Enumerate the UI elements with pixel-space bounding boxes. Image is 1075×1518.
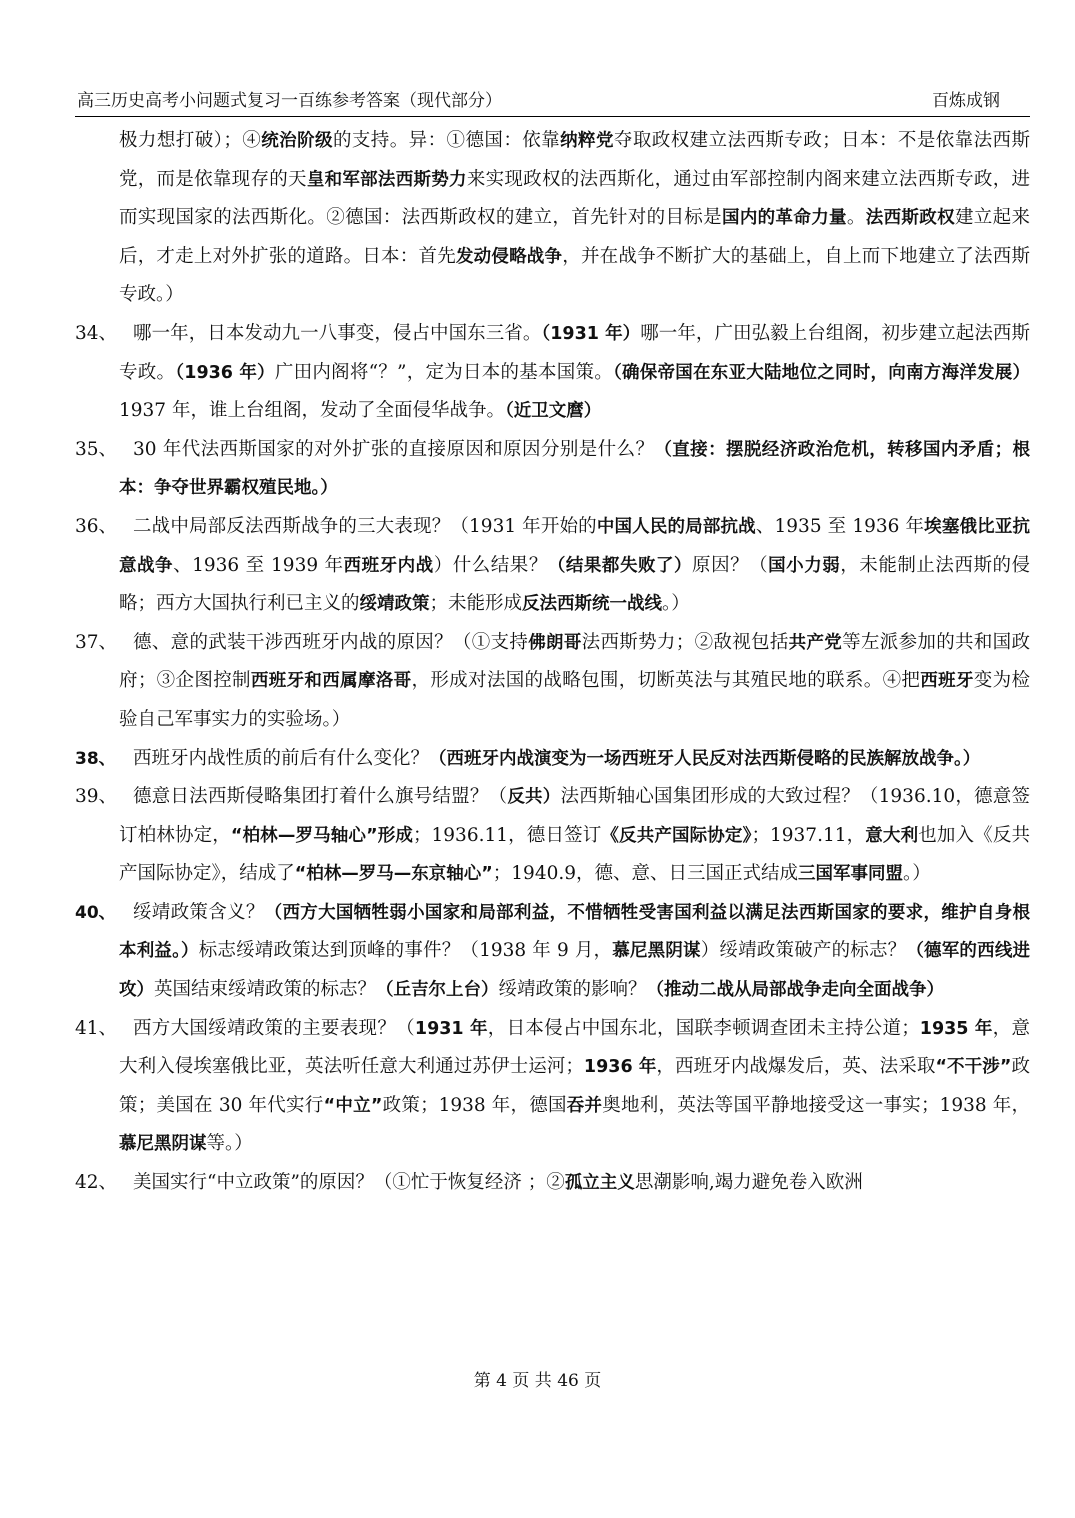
- question-item: [75, 740, 1030, 779]
- text-run: 。: [846, 207, 866, 229]
- text-run: 美国实行“中立政策”的原因？（①忙于恢复经济 ；②: [133, 1172, 565, 1194]
- text-run: ；1940.9，德、意、日三国正式结成: [492, 863, 799, 885]
- bold-answer-text: （确保帝国在东亚大陆地位之同时，向南方海洋发展）: [613, 362, 1030, 383]
- question-item: [75, 1164, 1030, 1203]
- bold-answer-text: 意大利: [865, 825, 919, 846]
- text-run: 的支持。异：①德国：依靠: [332, 130, 561, 151]
- question-number: 41、: [75, 1017, 118, 1039]
- question-text: [119, 748, 980, 769]
- bold-answer-text: （1931 年）: [541, 323, 641, 344]
- text-run: 标志绥靖政策达到顶峰的事件？（1938 年 9 月，: [198, 940, 613, 962]
- header-slogan: 百炼成钢: [932, 91, 1000, 111]
- question-item: [75, 894, 1030, 1010]
- text-run: ，形成对法国的战略包围，切断英法与其殖民地的联系。④把: [411, 670, 921, 692]
- bold-answer-text: 中国人民的局部抗战: [596, 516, 756, 537]
- bold-answer-text: 慕尼黑阴谋: [119, 1134, 207, 1155]
- question-number: 35、: [75, 438, 118, 460]
- text-run: 西班牙内战性质的前后有什么变化？: [133, 747, 430, 769]
- bold-answer-text: 西班牙: [920, 671, 974, 692]
- text-run: 绥靖政策含义？: [133, 901, 265, 923]
- text-run: 西方大国绥靖政策的主要表现？（: [133, 1017, 415, 1039]
- text-run: 绥靖政策的影响？: [498, 979, 647, 1001]
- bold-answer-text: 国内的革命力量: [721, 208, 847, 229]
- text-run: ，意大利入侵埃塞俄比亚，英法听任意大利通过苏伊士运河；: [119, 1017, 1030, 1078]
- question-item: [75, 508, 1030, 624]
- text-run: ，未能制止法西斯的侵略；西方大国执行利已主义的: [119, 554, 1030, 615]
- text-run: 思潮影响,竭力避免卷入欧洲: [634, 1172, 863, 1194]
- bold-answer-text: 国小力弱: [768, 555, 841, 576]
- question-text: [119, 1172, 863, 1193]
- bold-answer-text: 统治阶级: [261, 131, 333, 151]
- bold-answer-text: “柏林—罗马—东京轴心”: [294, 864, 493, 885]
- bold-answer-text: 吞并: [566, 1095, 603, 1116]
- text-run: 法西斯势力；②敌视包括: [581, 631, 789, 653]
- bold-answer-text: 孤立主义: [564, 1173, 635, 1194]
- text-run: 、1935 至 1936 年: [755, 515, 925, 537]
- text-run: ；未能形成: [429, 593, 523, 615]
- text-run: ）什么结果？: [433, 554, 548, 576]
- text-run: 英国结束绥靖政策的标志？: [154, 979, 377, 1001]
- question-item: [75, 778, 1030, 894]
- text-run: 法西斯轴心国集团形成的大致过程？（1936.10，德意签订柏林协定，: [119, 786, 1030, 846]
- question-number: 42、: [75, 1172, 118, 1194]
- bold-answer-text: 1931 年: [414, 1018, 488, 1039]
- question-text: [119, 902, 1030, 1000]
- bold-answer-text: “不干涉”: [935, 1057, 1012, 1078]
- text-run: ，并在战争不断扩大的基础上，自上而下地建立了法西斯专政。）: [119, 245, 1030, 306]
- question-text: [119, 1018, 1030, 1155]
- text-run: 、1936 至 1939 年: [173, 554, 344, 576]
- text-run: 极力想打破）；④: [119, 130, 262, 151]
- bold-answer-text: 佛朗哥: [528, 632, 582, 653]
- text-run: 建立起来后，才走上对外扩张的道路。日本：首先: [119, 207, 1030, 267]
- text-run: ，日本侵占中国东北，国联李顿调查团未主持公道；: [487, 1017, 920, 1039]
- bold-answer-text: （推动二战从局部战争走向全面战争）: [646, 980, 945, 1001]
- question-number: 34、: [75, 322, 118, 344]
- text-run: 也加入《反共产国际协定》，结成了: [119, 824, 1030, 885]
- bold-answer-text: （丘吉尔上台）: [376, 980, 499, 1001]
- text-run: 等。）: [206, 1133, 253, 1155]
- bold-answer-text: 反共）: [507, 787, 561, 808]
- question-number: 39、: [75, 786, 118, 808]
- bold-answer-text: （德军的西线进攻）: [119, 941, 1031, 1001]
- question-text: [119, 439, 1030, 499]
- bold-answer-text: 埃塞俄比亚抗意战争: [119, 516, 1030, 576]
- question-list: [75, 315, 1030, 1203]
- bold-answer-text: 纳粹党: [560, 131, 614, 151]
- text-run: 等左派参加的共和国政府；③企图控制: [119, 631, 1031, 692]
- text-run: 政策；美国在 30 年代实行: [119, 1056, 1030, 1116]
- question-number: 40、: [75, 902, 116, 923]
- bold-answer-text: 三国军事同盟: [798, 864, 904, 885]
- question-text: [119, 516, 1030, 614]
- text-run: ；1936.11，德日签订: [413, 824, 602, 846]
- text-run: 奥地利，英法等国平静地接受这一事实；1938 年，: [602, 1094, 1031, 1116]
- bold-answer-text: 反法西斯统一战线: [522, 594, 663, 615]
- bold-answer-text: 1936 年: [583, 1057, 657, 1078]
- bold-answer-text: 《反共产国际协定》: [601, 825, 752, 846]
- bold-answer-text: 慕尼黑阴谋: [612, 941, 701, 962]
- text-run: 变为检验自己军事实力的实验场。）: [119, 670, 1030, 730]
- text-run: 30 年代法西斯国家的对外扩张的直接原因和原因分别是什么？: [133, 438, 655, 460]
- question-text: [119, 632, 1030, 730]
- text-run: 原因？（: [692, 554, 769, 576]
- text-run: ；1937.11，: [751, 824, 866, 846]
- bold-answer-text: （西方大国牺牲弱小国家和局部利益，不惜牺牲受害国利益以满足法西斯国家的要求，维护自身根本利益。）: [119, 902, 1030, 962]
- text-run: 1937 年，谁上台组阁，发动了全面侵华战争。: [119, 400, 505, 422]
- bold-answer-text: 共产党: [788, 632, 843, 653]
- bold-answer-text: （近卫文麿）: [504, 401, 602, 422]
- header-title: 高三历史高考小问题式复习一百练参考答案（现代部分）: [77, 91, 502, 111]
- bold-answer-text: 皇和军部法西斯势力: [306, 169, 467, 190]
- text-run: 来实现政权的法西斯化，通过由军部控制内阁来建立法西斯专政，进而实现国家的法西斯化。②德国：法西斯政权的建立，首先针对的目标是: [119, 168, 1030, 229]
- bold-answer-text: （直接：摆脱经济政治危机，转移国内矛盾；根本：争夺世界霸权殖民地。）: [119, 439, 1030, 499]
- text-run: 。）: [903, 863, 931, 885]
- bold-answer-text: （1936 年）: [175, 362, 275, 383]
- text-run: ）绥靖政策破产的标志？: [700, 940, 907, 962]
- header-rule: [75, 116, 1030, 117]
- bold-answer-text: 西班牙内战: [343, 555, 434, 576]
- text-run: 二战中局部反法西斯战争的三大表现？（1931 年开始的: [133, 515, 597, 537]
- text-run: 哪一年，日本发动九一八事变，侵占中国东三省。: [133, 322, 542, 344]
- question-number: 38、: [75, 748, 116, 769]
- bold-answer-text: 法西斯政权: [865, 208, 955, 229]
- question-number: 36、: [75, 515, 118, 537]
- bold-answer-text: （西班牙内战演变为一场西班牙人民反对法西斯侵略的民族解放战争。）: [429, 748, 981, 769]
- bold-answer-text: “中立”: [323, 1095, 383, 1116]
- document-body: [75, 122, 1030, 1203]
- text-run: 。）: [662, 593, 690, 615]
- question-item: [75, 431, 1030, 508]
- bold-answer-text: “柏林—罗马轴心”形成: [230, 825, 414, 846]
- text-run: ，西班牙内战爆发后，英、法采取: [656, 1056, 936, 1078]
- text-run: 夺取政权建立法西斯专政；日本：不是依靠法西斯党，而是依靠现存的天: [119, 130, 1030, 190]
- page-header: [75, 90, 1030, 116]
- bold-answer-text: 发动侵略战争: [455, 246, 563, 267]
- text-run: 广田内阁将“？”，定为日本的基本国策。: [274, 361, 613, 383]
- question-text: [119, 323, 1030, 421]
- bold-answer-text: 1935 年: [919, 1018, 993, 1039]
- bold-answer-text: 绥靖政策: [359, 594, 430, 615]
- question-item: [75, 1010, 1030, 1164]
- text-run: 德意日法西斯侵略集团打着什么旗号结盟？（: [133, 786, 508, 808]
- page-footer: 第 4 页 共 46 页: [473, 1371, 602, 1391]
- question-number: 37、: [75, 631, 118, 653]
- text-run: 政策；1938 年，德国: [382, 1094, 567, 1116]
- question-item: [75, 624, 1030, 740]
- text-run: 哪一年，广田弘毅上台组阁，初步建立起法西斯专政。: [119, 322, 1030, 383]
- question-item: [75, 315, 1030, 431]
- bold-answer-text: （结果都失败了）: [547, 555, 693, 576]
- continuation-paragraph: [75, 122, 1030, 315]
- text-run: 德、意的武装干涉西班牙内战的原因？（①支持: [133, 631, 529, 653]
- question-text: [119, 786, 1030, 884]
- bold-answer-text: 西班牙和西属摩洛哥: [250, 671, 412, 692]
